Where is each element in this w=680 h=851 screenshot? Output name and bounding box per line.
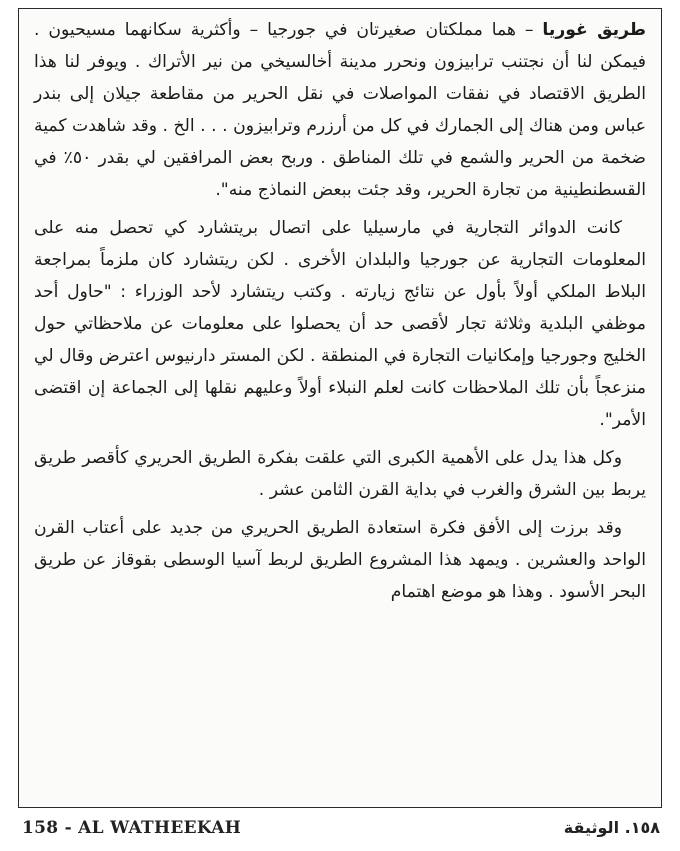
paragraph-1-text: – هما مملكتان صغيرتان في جورجيا – وأكثرية سكانهما مسيحيون . فيمكن لنا أن نجتنب ترابيزون ونحرر مدينة أخالسيخي من نير الأتراك . ويوفر لنا هذا الطريق الاقتصاد في نفقات المواصلات في نقل الحرير من مقاطعة جيلان إلى بندر عباس ومن هناك إلى الجمارك في كل من أرزرم وترابيزون . . . الخ . وقد شاهدت كمية ضخمة من الحرير والشمع في تلك المناطق . وربح بعض المرافقين لي بقدر ٥٠٪ في القسطنطينية من تجارة الحرير، وقد جئت ببعض النماذج منه". [34,20,646,200]
paragraph-3-text: وكل هذا يدل على الأهمية الكبرى التي علقت بفكرة الطريق الحريري كأقصر طريق يربط بين الشرق والغرب في بداية القرن الثامن عشر . [34,448,646,500]
article-body [34,14,646,608]
paragraph-2 [34,212,646,436]
paragraph-4 [34,512,646,608]
paragraph-2-text: كانت الدوائر التجارية في مارسيليا على اتصال بريتشارد كي تحصل منه على المعلومات التجارية عن جورجيا والبلدان الأخرى . لكن ريتشارد كان ملزماً بمراجعة البلاط الملكي أولاً بأول عن نتائج زيارته . وكتب ريتشارد لأحد الوزراء : "حاول أحد موظفي البلدية وثلاثة تجار لأقصى حد أن يحصلوا على معلومات عن ملاحظاتي حول الخليج وجورجيا وإمكانيات التجارة في المنطقة . لكن المستر دارنيوس اعترض وقال لي منزعجاً بأن تلك الملاحظات كانت لعلم النبلاء أولاً وعليهم نقلها إلى الجماعة إن اقتضى الأمر". [34,218,646,430]
footer-page-label-arabic: ١٥٨. الوثيقة [563,818,660,837]
paragraph-1-lead: طريق غوريا [542,20,646,40]
page-footer [0,818,680,842]
footer-page-label-english: 158 - AL WATHEEKAH [22,818,242,838]
paragraph-4-text: وقد برزت إلى الأفق فكرة استعادة الطريق الحريري من جديد على أعتاب القرن الواحد والعشرين . ويمهد هذا المشروع الطريق لربط آسيا الوسطى بقوقاز عن طريق البحر الأسود . وهذا هو موضع اهتمام [34,518,646,602]
paragraph-1 [34,14,646,206]
paragraph-3 [34,442,646,506]
